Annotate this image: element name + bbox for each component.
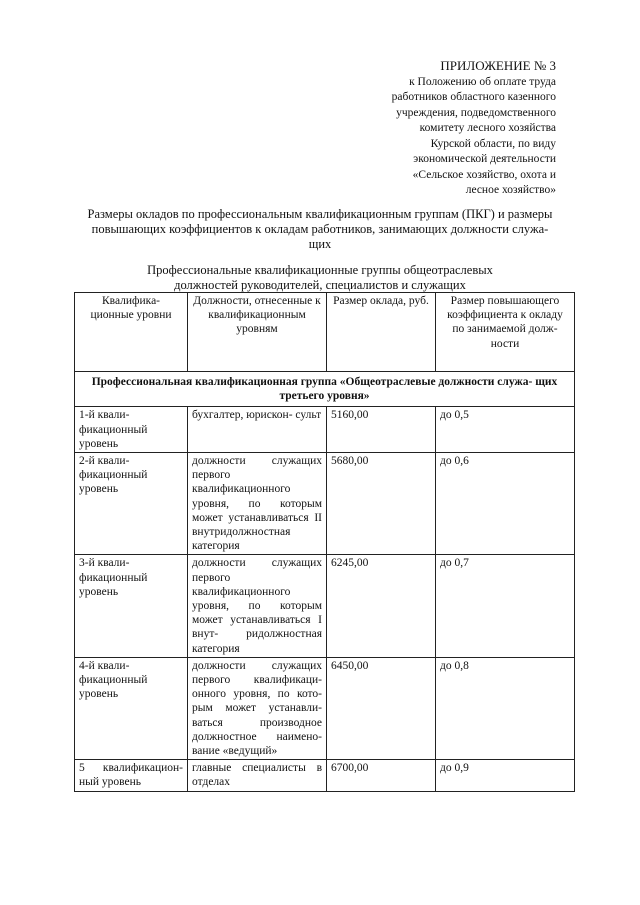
table-row (75, 453, 575, 555)
table-row (75, 407, 575, 453)
cell-position: бухгалтер, юрискон- сульт (188, 407, 327, 453)
table-title-line: Профессиональные квалификационные группы общеотраслевых (147, 263, 493, 277)
header-salary: Размер оклада, руб. (327, 293, 436, 372)
header-qualification-level: Квалифика- ционные уровни (75, 293, 188, 372)
cell-coefficient: до 0,5 (436, 407, 575, 453)
appendix-line: лесное хозяйство» (465, 184, 556, 196)
salary-table (74, 292, 575, 792)
cell-level: 2-й квали- фикационный уровень (75, 453, 188, 555)
cell-salary: 6450,00 (327, 657, 436, 759)
appendix-line: работников областного казенного (391, 91, 556, 103)
table-row (75, 657, 575, 759)
group-title: Профессиональная квалификационная группа «Общеотраслевые должности служа- щих третьего уровня» (75, 372, 575, 407)
document-heading (80, 207, 560, 252)
cell-level: 5 квалификацион- ный уровень (75, 760, 188, 791)
table-row (75, 555, 575, 657)
appendix-line: к Положению об оплате труда (409, 75, 556, 88)
table-row (75, 760, 575, 791)
cell-level: 4-й квали- фикационный уровень (75, 657, 188, 759)
heading-line: повышающих коэффициентов к окладам работников, занимающих должности служа- (91, 222, 549, 236)
appendix-line: комитету лесного хозяйства (419, 122, 556, 134)
heading-line: Размеры окладов по профессиональным квалификационным группам (ПКГ) и размеры (87, 207, 553, 221)
group-row (75, 372, 575, 407)
cell-salary: 5680,00 (327, 453, 436, 555)
table-header-row (75, 293, 575, 372)
cell-position: должности служащих первого квалификационного уровня, по которым может устанавливаться II внутридолжностная категория (188, 453, 327, 555)
cell-coefficient: до 0,8 (436, 657, 575, 759)
table-title-line: должностей руководителей, специалистов и служащих (174, 278, 466, 292)
cell-coefficient: до 0,6 (436, 453, 575, 555)
header-positions: Должности, отнесенные к квалификационным уровням (188, 293, 327, 372)
cell-salary: 6245,00 (327, 555, 436, 657)
heading-line: щих (308, 237, 332, 251)
cell-level: 3-й квали- фикационный уровень (75, 555, 188, 657)
appendix-title: ПРИЛОЖЕНИЕ № 3 (440, 58, 556, 73)
cell-coefficient: до 0,9 (436, 760, 575, 791)
appendix-line: «Сельское хозяйство, охота и (412, 168, 556, 181)
cell-position: главные специалисты в отделах (188, 760, 327, 791)
appendix-line: экономической деятельности (413, 153, 556, 165)
cell-coefficient: до 0,7 (436, 555, 575, 657)
header-coefficient: Размер повышающего коэффициента к окладу по занимаемой долж- ности (436, 293, 575, 372)
cell-salary: 5160,00 (327, 407, 436, 453)
appendix-line: Курской области, по виду (430, 137, 556, 150)
appendix-block (316, 58, 556, 199)
cell-level: 1-й квали- фикационный уровень (75, 407, 188, 453)
cell-position: должности служащих первого квалификационного уровня, по которым может устанавливаться I внут- ридолжностная категория (188, 555, 327, 657)
cell-position: должности служащих первого квалификаци- онного уровня, по кото- рым может устанавли- ваться производное должностное наимено- вание «ведущий» (188, 657, 327, 759)
cell-salary: 6700,00 (327, 760, 436, 791)
appendix-line: учреждения, подведомственного (396, 106, 556, 119)
table-title (100, 263, 540, 293)
